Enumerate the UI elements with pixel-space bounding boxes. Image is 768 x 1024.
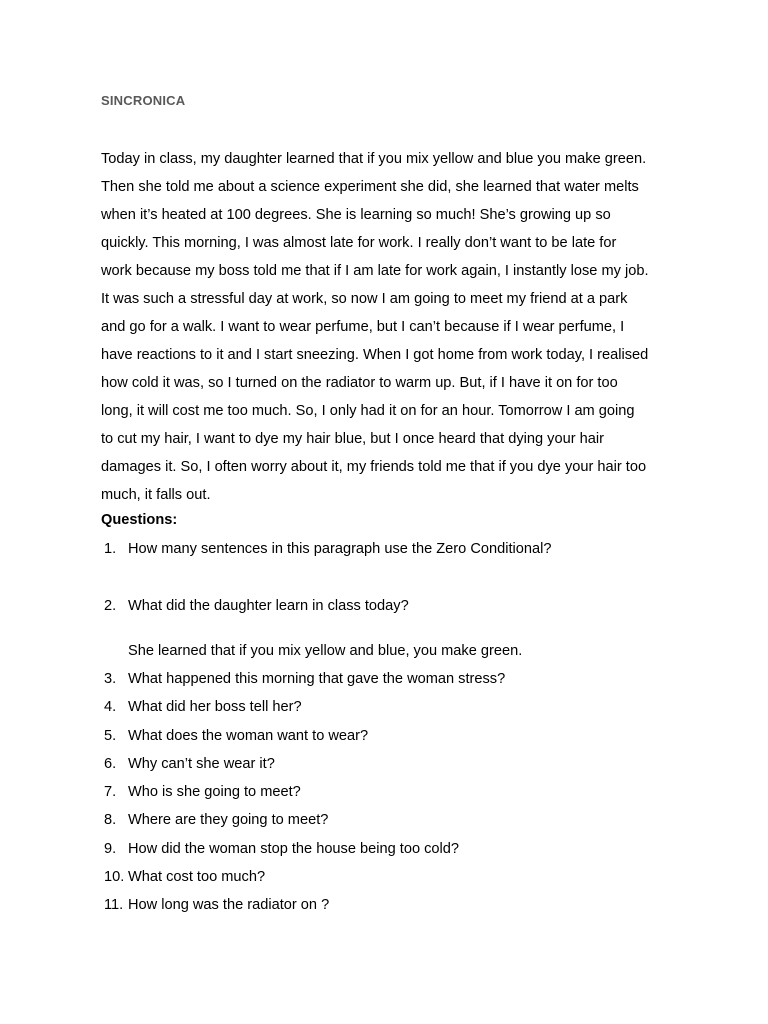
question-text: Why can’t she wear it? <box>128 756 275 772</box>
paragraph-line: to cut my hair, I want to dye my hair blue, but I once heard that dying your hair <box>101 431 604 447</box>
question-number: 10. <box>104 869 125 885</box>
question-number: 2. <box>104 598 117 614</box>
question-text: What happened this morning that gave the woman stress? <box>128 671 506 687</box>
paragraph-line: how cold it was, so I turned on the radiator to warm up. But, if I have it on for too <box>101 375 618 391</box>
paragraph-line: long, it will cost me too much. So, I only had it on for an hour. Tomorrow I am going <box>101 403 635 419</box>
question-number: 9. <box>104 841 117 857</box>
paragraph-line: Then she told me about a science experiment she did, she learned that water melts <box>101 179 639 195</box>
questions-heading: Questions: <box>101 512 178 528</box>
paragraph-line: quickly. This morning, I was almost late for work. I really don’t want to be late for <box>101 235 617 251</box>
question-number: 11. <box>104 897 124 913</box>
question-number: 6. <box>104 756 117 772</box>
answer-text: She learned that if you mix yellow and blue, you make green. <box>128 643 523 659</box>
story-paragraph <box>101 145 677 509</box>
question-text: How long was the radiator on ? <box>128 897 330 913</box>
paragraph-line: Today in class, my daughter learned that if you mix yellow and blue you make green. <box>101 151 647 167</box>
question-text: Where are they going to meet? <box>128 812 329 828</box>
question-text: What did the daughter learn in class today? <box>128 598 409 614</box>
question-text: What does the woman want to wear? <box>128 728 369 744</box>
question-text: How many sentences in this paragraph use the Zero Conditional? <box>128 541 552 557</box>
paragraph-line: It was such a stressful day at work, so now I am going to meet my friend at a park <box>101 291 628 307</box>
paragraph-line: work because my boss told me that if I am late for work again, I instantly lose my job. <box>101 263 649 279</box>
paragraph-line: much, it falls out. <box>101 487 211 503</box>
paragraph-line: have reactions to it and I start sneezing. When I got home from work today, I realised <box>101 347 649 363</box>
paragraph-line: damages it. So, I often worry about it, my friends told me that if you dye your hair too <box>101 459 647 475</box>
question-text: What did her boss tell her? <box>128 699 302 715</box>
document-title: SINCRONICA <box>101 93 186 108</box>
question-number: 5. <box>104 728 117 744</box>
question-number: 4. <box>104 699 117 715</box>
question-text: What cost too much? <box>128 869 266 885</box>
question-number: 1. <box>104 541 117 557</box>
question-number: 3. <box>104 671 117 687</box>
question-number: 8. <box>104 812 117 828</box>
paragraph-line: and go for a walk. I want to wear perfume, but I can’t because if I wear perfume, I <box>101 319 625 335</box>
paragraph-line: when it’s heated at 100 degrees. She is learning so much! She’s growing up so <box>101 207 611 223</box>
question-text: Who is she going to meet? <box>128 784 301 800</box>
question-text: How did the woman stop the house being too cold? <box>128 841 460 857</box>
question-number: 7. <box>104 784 117 800</box>
